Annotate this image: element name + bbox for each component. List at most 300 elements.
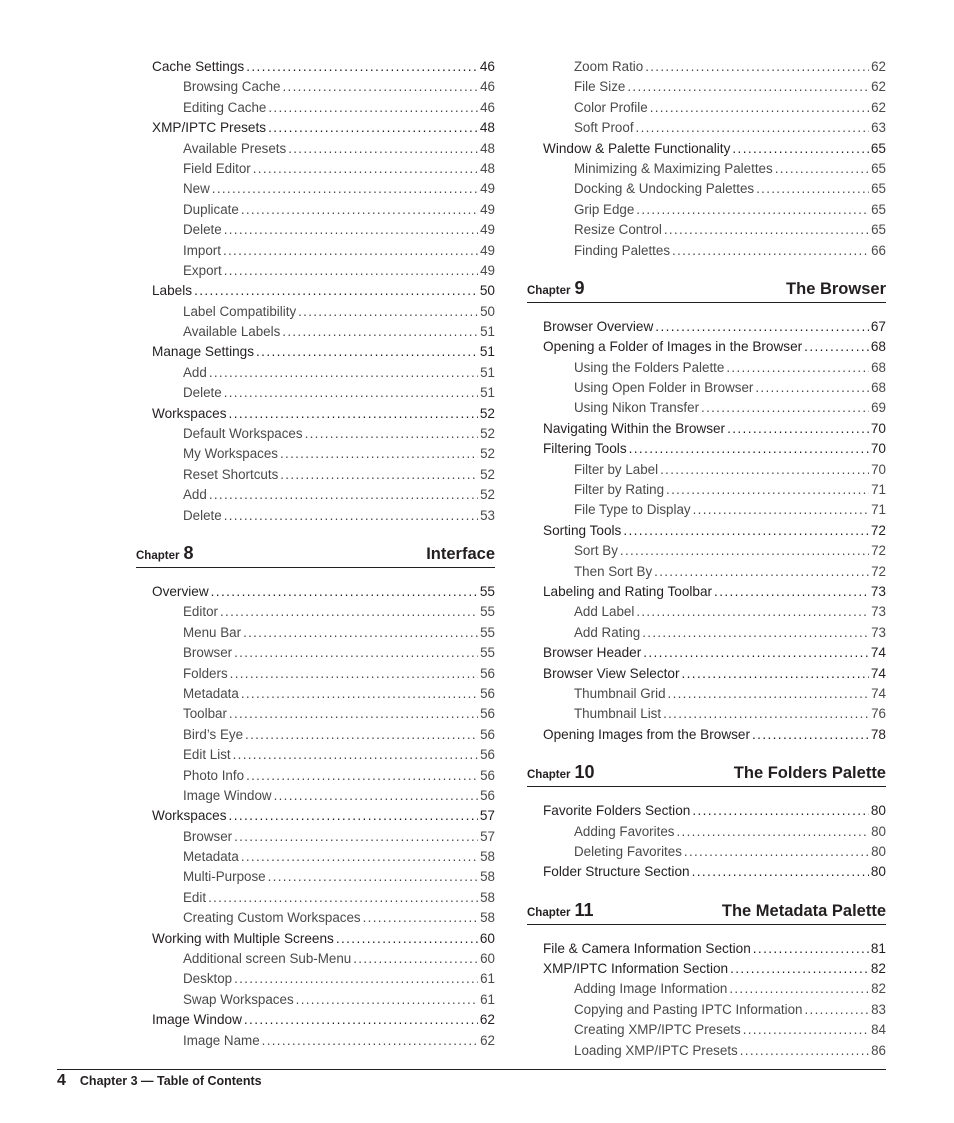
toc-entry-title: Docking & Undocking Palettes (574, 181, 755, 197)
toc-section-entry[interactable] (136, 582, 495, 602)
dot-leader (209, 485, 478, 505)
toc-page-number: 65 (870, 140, 886, 156)
dot-leader (256, 342, 478, 362)
dot-leader (353, 949, 478, 969)
toc-subsection-entry[interactable] (136, 302, 495, 322)
toc-entry-title: Minimizing & Maximizing Palettes (574, 160, 773, 176)
toc-page-number: 56 (480, 767, 495, 783)
dot-leader (233, 745, 478, 765)
dot-leader (268, 118, 478, 138)
toc-subsection-entry[interactable] (527, 398, 886, 418)
toc-entry-title: Browser View Selector (543, 665, 680, 681)
dot-leader (234, 827, 478, 847)
dot-leader (241, 200, 478, 220)
dot-leader (727, 419, 869, 439)
dot-leader (655, 317, 869, 337)
toc-section-entry[interactable] (136, 57, 495, 77)
toc-entry-title: Cache Settings (152, 59, 245, 74)
toc-subsection-entry[interactable] (527, 378, 886, 398)
toc-entry-title: Browser (183, 828, 233, 844)
toc-entry-title: Edit List (183, 747, 231, 763)
chapter-heading (527, 275, 886, 303)
toc-page-number: 62 (479, 1012, 495, 1028)
dot-leader (636, 602, 869, 622)
toc-subsection-entry[interactable] (527, 842, 886, 862)
dot-leader (740, 1041, 869, 1061)
toc-page-number: 52 (480, 466, 495, 482)
toc-page-number: 48 (480, 160, 495, 176)
toc-section-entry[interactable] (136, 929, 495, 949)
toc-entry-title: Additional screen Sub-Menu (183, 951, 352, 967)
dot-leader (805, 1000, 870, 1020)
toc-page-number: 69 (871, 400, 886, 416)
toc-page-number: 70 (870, 420, 886, 436)
chapter-number: 11 (574, 899, 594, 920)
dot-leader (245, 725, 478, 745)
dot-leader (283, 77, 479, 97)
toc-entry-title: Finding Palettes (574, 242, 671, 258)
toc-page-number: 49 (480, 181, 495, 197)
toc-subsection-entry[interactable] (136, 969, 495, 989)
dot-leader (701, 398, 869, 418)
toc-page-number: 83 (871, 1001, 886, 1017)
chapter-number-group (527, 900, 593, 921)
toc-subsection-entry[interactable] (136, 867, 495, 887)
toc-entry-title: Image Window (183, 787, 272, 803)
dot-leader (666, 480, 869, 500)
toc-subsection-entry[interactable] (527, 57, 886, 77)
dot-leader (280, 444, 478, 464)
toc-page-number: 55 (480, 645, 495, 661)
toc-page-number: 62 (871, 59, 886, 74)
toc-page-number: 82 (870, 961, 886, 977)
toc-page-number: 80 (871, 843, 886, 859)
toc-page-number: 81 (870, 940, 886, 956)
dot-leader (642, 623, 869, 643)
toc-page-number: 80 (871, 823, 886, 839)
toc-page-number: 56 (480, 747, 495, 763)
toc-page-number: 56 (480, 706, 495, 722)
toc-subsection-entry[interactable] (136, 98, 495, 118)
dot-leader (732, 139, 868, 159)
toc-page-number: 58 (480, 910, 495, 926)
toc-section-entry[interactable] (136, 404, 495, 424)
toc-entry-title: Metadata (183, 685, 239, 701)
toc-subsection-entry[interactable] (527, 623, 886, 643)
toc-page-number: 73 (870, 583, 886, 599)
dot-leader (336, 929, 478, 949)
dot-leader (693, 500, 869, 520)
toc-subsection-entry[interactable] (136, 949, 495, 969)
toc-page-number: 72 (870, 522, 886, 538)
toc-subsection-entry[interactable] (136, 623, 495, 643)
toc-entry-title: Add Rating (574, 624, 641, 640)
toc-entry-title: Import (183, 242, 221, 258)
toc-entry-title: Swap Workspaces (183, 991, 294, 1007)
toc-entry-title: Filter by Rating (574, 482, 665, 498)
toc-page-number: 68 (870, 339, 886, 355)
toc-subsection-entry[interactable] (527, 1020, 886, 1040)
toc-subsection-entry[interactable] (527, 358, 886, 378)
toc-entry-title: Export (183, 262, 222, 278)
toc-entry-title: Add (183, 364, 207, 380)
toc-page-number: 74 (871, 685, 886, 701)
toc-entry-title: Using the Folders Palette (574, 359, 725, 375)
toc-subsection-entry[interactable] (527, 98, 886, 118)
toc-subsection-entry[interactable] (136, 159, 495, 179)
dot-leader (645, 57, 869, 77)
toc-entry-title: Menu Bar (183, 624, 242, 640)
dot-leader (636, 118, 870, 138)
toc-subsection-entry[interactable] (136, 322, 495, 342)
toc-page-number: 86 (871, 1042, 886, 1058)
toc-subsection-entry[interactable] (527, 480, 886, 500)
toc-section-entry[interactable] (527, 582, 886, 602)
toc-entry-title: Soft Proof (574, 120, 634, 136)
toc-entry-title: My Workspaces (183, 446, 278, 462)
dot-leader (692, 801, 869, 821)
toc-entry-title: Using Open Folder in Browser (574, 380, 754, 396)
toc-entry-title: Toolbar (183, 706, 227, 722)
dot-leader (714, 582, 869, 602)
toc-subsection-entry[interactable] (527, 979, 886, 999)
dot-leader (262, 1031, 478, 1051)
toc-subsection-entry[interactable] (136, 77, 495, 97)
toc-right-column (527, 57, 886, 1061)
toc-entry-title: Window & Palette Functionality (543, 140, 731, 156)
toc-entry-title: Resize Control (574, 222, 662, 238)
toc-entry-title: Manage Settings (152, 344, 255, 360)
toc-entry-title: Loading XMP/IPTC Presets (574, 1042, 738, 1058)
toc-subsection-entry[interactable] (136, 684, 495, 704)
toc-subsection-entry[interactable] (527, 77, 886, 97)
toc-page-number: 58 (480, 849, 495, 865)
toc-subsection-entry[interactable] (136, 424, 495, 444)
toc-page-number: 56 (480, 665, 495, 681)
dot-leader (643, 643, 869, 663)
toc-section-entry[interactable] (136, 342, 495, 362)
toc-subsection-entry[interactable] (136, 725, 495, 745)
dot-leader (211, 582, 478, 602)
dot-leader (208, 888, 478, 908)
dot-leader (280, 465, 478, 485)
toc-entry-title: File Type to Display (574, 502, 691, 518)
chapter-title: The Folders Palette (733, 764, 886, 783)
toc-page-number: 71 (871, 482, 886, 498)
toc-page-number: 56 (480, 685, 495, 701)
chapter-label: Chapter (136, 549, 180, 562)
chapter-title: The Browser (786, 279, 886, 298)
toc-entry-title: Grip Edge (574, 201, 635, 217)
toc-section-entry[interactable] (527, 439, 886, 459)
dot-leader (268, 98, 478, 118)
toc-page-number: 51 (480, 324, 495, 340)
toc-page-number: 51 (480, 385, 495, 401)
dot-leader (288, 139, 478, 159)
toc-page-number: 70 (871, 461, 886, 477)
toc-section-entry[interactable] (136, 1010, 495, 1030)
toc-section-entry[interactable] (136, 118, 495, 138)
chapter-number-group (527, 278, 584, 299)
toc-subsection-entry[interactable] (136, 363, 495, 383)
toc-page-number: 74 (870, 665, 886, 681)
toc-section-entry[interactable] (527, 725, 886, 745)
toc-subsection-entry[interactable] (527, 460, 886, 480)
toc-page-number: 62 (871, 79, 886, 95)
toc-subsection-entry[interactable] (136, 827, 495, 847)
toc-subsection-entry[interactable] (136, 766, 495, 786)
dot-leader (224, 383, 478, 403)
chapter-label: Chapter (527, 769, 571, 782)
toc-page-number: 50 (480, 303, 495, 319)
toc-entry-title: Filter by Label (574, 461, 659, 477)
toc-page-number: 62 (871, 99, 886, 115)
toc-page-number: 76 (871, 706, 886, 722)
toc-subsection-entry[interactable] (136, 664, 495, 684)
toc-section-entry[interactable] (527, 139, 886, 159)
toc-section-entry[interactable] (527, 959, 886, 979)
toc-page-number: 51 (480, 364, 495, 380)
dot-leader (230, 664, 478, 684)
toc-subsection-entry[interactable] (136, 888, 495, 908)
toc-subsection-entry[interactable] (527, 179, 886, 199)
toc-subsection-entry[interactable] (136, 704, 495, 724)
dot-leader (220, 602, 478, 622)
toc-section-entry[interactable] (527, 939, 886, 959)
toc-entry-title: Overview (152, 583, 209, 599)
dot-leader (296, 990, 478, 1010)
toc-page-number: 63 (871, 120, 886, 136)
toc-page-number: 72 (871, 563, 886, 579)
toc-subsection-entry[interactable] (527, 241, 886, 261)
toc-page-number: 56 (480, 726, 495, 742)
toc-subsection-entry[interactable] (136, 200, 495, 220)
chapter-number: 8 (183, 542, 194, 563)
toc-entry-title: Opening a Folder of Images in the Browser (543, 339, 803, 355)
dot-leader (194, 281, 478, 301)
dot-leader (253, 159, 478, 179)
toc-entry-title: Sort By (574, 543, 618, 559)
dot-leader (229, 806, 478, 826)
toc-subsection-entry[interactable] (136, 383, 495, 403)
toc-page-number: 51 (479, 344, 495, 360)
toc-subsection-entry[interactable] (136, 847, 495, 867)
toc-subsection-entry[interactable] (527, 541, 886, 561)
toc-section-entry[interactable] (527, 801, 886, 821)
dot-leader (305, 424, 479, 444)
toc-section-entry[interactable] (136, 806, 495, 826)
dot-leader (636, 200, 869, 220)
toc-section-entry[interactable] (136, 281, 495, 301)
toc-subsection-entry[interactable] (527, 704, 886, 724)
toc-page-number: 49 (480, 242, 495, 258)
dot-leader (212, 179, 478, 199)
toc-subsection-entry[interactable] (136, 179, 495, 199)
toc-subsection-entry[interactable] (136, 261, 495, 281)
dot-leader (224, 261, 478, 281)
dot-leader (729, 979, 869, 999)
dot-leader (755, 378, 869, 398)
toc-entry-title: Adding Image Information (574, 981, 728, 997)
toc-subsection-entry[interactable] (136, 465, 495, 485)
toc-subsection-entry[interactable] (136, 643, 495, 663)
toc-entry-title: Copying and Pasting IPTC Information (574, 1001, 803, 1017)
toc-page-number: 57 (480, 828, 495, 844)
toc-section-entry[interactable] (527, 317, 886, 337)
toc-subsection-entry[interactable] (136, 485, 495, 505)
dot-leader (650, 98, 869, 118)
toc-page-number: 66 (871, 242, 886, 258)
toc-subsection-entry[interactable] (136, 139, 495, 159)
toc-page-number: 74 (870, 645, 886, 661)
chapter-heading (527, 897, 886, 925)
toc-subsection-entry[interactable] (527, 1000, 886, 1020)
toc-entry-title: Deleting Favorites (574, 843, 682, 859)
toc-page-number: 55 (479, 583, 495, 599)
toc-page-number: 52 (480, 446, 495, 462)
dot-leader (730, 959, 869, 979)
toc-section-entry[interactable] (527, 862, 886, 882)
dot-leader (668, 684, 870, 704)
toc-subsection-entry[interactable] (136, 908, 495, 928)
toc-entry-title: Adding Favorites (574, 823, 675, 839)
dot-leader (672, 241, 869, 261)
dot-leader (241, 684, 478, 704)
toc-entry-title: Reset Shortcuts (183, 466, 279, 482)
toc-entry-title: Browser (183, 645, 233, 661)
toc-subsection-entry[interactable] (527, 159, 886, 179)
chapter-number-group (527, 762, 594, 783)
toc-entry-title: Using Nikon Transfer (574, 400, 700, 416)
toc-subsection-entry[interactable] (527, 822, 886, 842)
dot-leader (620, 541, 869, 561)
toc-entry-title: Image Window (152, 1012, 242, 1028)
toc-page-number: 46 (479, 59, 495, 74)
toc-page-number: 49 (480, 262, 495, 278)
footer-page-number: 4 (57, 1072, 66, 1089)
toc-page-number: 67 (870, 318, 886, 334)
toc-page-number: 58 (480, 889, 495, 905)
page-footer (57, 1072, 262, 1090)
dot-leader (268, 867, 478, 887)
toc-entry-title: Duplicate (183, 201, 239, 217)
toc-subsection-entry[interactable] (527, 220, 886, 240)
toc-subsection-entry[interactable] (527, 602, 886, 622)
footer-title: Chapter 3 — Table of Contents (79, 1074, 262, 1088)
toc-page-number: 82 (871, 981, 886, 997)
toc-page-number: 61 (480, 971, 495, 987)
toc-page-number: 65 (871, 201, 886, 217)
toc-page-number: 46 (480, 99, 495, 115)
toc-subsection-entry[interactable] (136, 444, 495, 464)
toc-page-number: 65 (871, 222, 886, 238)
toc-section-entry[interactable] (527, 419, 886, 439)
dot-leader (775, 159, 869, 179)
toc-page-number: 61 (480, 991, 495, 1007)
toc-page-number: 55 (480, 624, 495, 640)
toc-entry-title: Color Profile (574, 99, 648, 115)
toc-page-number: 73 (871, 624, 886, 640)
toc-section-entry[interactable] (527, 643, 886, 663)
dot-leader (743, 1020, 869, 1040)
dot-leader (229, 404, 478, 424)
toc-entry-title: New (183, 181, 210, 197)
toc-subsection-entry[interactable] (136, 745, 495, 765)
dot-leader (752, 725, 869, 745)
toc-entry-title: Image Name (183, 1032, 260, 1048)
toc-entry-title: Add Label (574, 604, 635, 620)
toc-section-entry[interactable] (527, 664, 886, 684)
toc-subsection-entry[interactable] (527, 118, 886, 138)
toc-subsection-entry[interactable] (136, 990, 495, 1010)
toc-subsection-entry[interactable] (527, 1041, 886, 1061)
toc-page-number: 49 (480, 201, 495, 217)
chapter-heading (527, 759, 886, 787)
toc-entry-title: Multi-Purpose (183, 869, 266, 885)
dot-leader (623, 521, 869, 541)
toc-entry-title: Delete (183, 222, 222, 238)
dot-leader (223, 241, 478, 261)
toc-entry-title: Workspaces (152, 808, 227, 824)
toc-entry-title: Metadata (183, 849, 239, 865)
toc-subsection-entry[interactable] (527, 500, 886, 520)
toc-entry-title: Folders (183, 665, 228, 681)
dot-leader (627, 77, 869, 97)
chapter-number: 9 (574, 277, 585, 298)
toc-entry-title: Delete (183, 507, 222, 523)
toc-entry-title: Delete (183, 385, 222, 401)
toc-section-entry[interactable] (527, 521, 886, 541)
dot-leader (676, 822, 869, 842)
toc-page-number: 48 (479, 120, 495, 136)
toc-page-number: 55 (480, 604, 495, 620)
toc-entry-title: Edit (183, 889, 207, 905)
toc-subsection-entry[interactable] (527, 562, 886, 582)
toc-subsection-entry[interactable] (136, 506, 495, 526)
toc-entry-title: Thumbnail List (574, 706, 662, 722)
toc-section-entry[interactable] (527, 337, 886, 357)
toc-page-number: 72 (871, 543, 886, 559)
toc-page-number: 73 (871, 604, 886, 620)
toc-entry-title: Editor (183, 604, 218, 620)
toc-page-number: 84 (871, 1022, 886, 1038)
dot-leader (682, 664, 869, 684)
chapter-title: Interface (426, 544, 495, 563)
chapter-heading (136, 540, 495, 568)
toc-subsection-entry[interactable] (136, 220, 495, 240)
toc-subsection-entry[interactable] (527, 684, 886, 704)
footer-rule (57, 1069, 886, 1070)
dot-leader (804, 337, 869, 357)
toc-entry-title: Available Presets (183, 140, 287, 156)
dot-leader (692, 862, 869, 882)
toc-entry-title: Folder Structure Section (543, 864, 690, 880)
toc-entry-title: Browser Overview (543, 318, 654, 334)
dot-leader (363, 908, 478, 928)
dot-leader (274, 786, 479, 806)
toc-subsection-entry[interactable] (527, 200, 886, 220)
toc-subsection-entry[interactable] (136, 1031, 495, 1051)
toc-subsection-entry[interactable] (136, 786, 495, 806)
dot-leader (282, 322, 478, 342)
toc-subsection-entry[interactable] (136, 241, 495, 261)
toc-entry-title: Workspaces (152, 405, 227, 421)
dot-leader (663, 704, 869, 724)
toc-entry-title: Sorting Tools (543, 522, 622, 538)
dot-leader (229, 704, 478, 724)
dot-leader (664, 220, 869, 240)
toc-subsection-entry[interactable] (136, 602, 495, 622)
